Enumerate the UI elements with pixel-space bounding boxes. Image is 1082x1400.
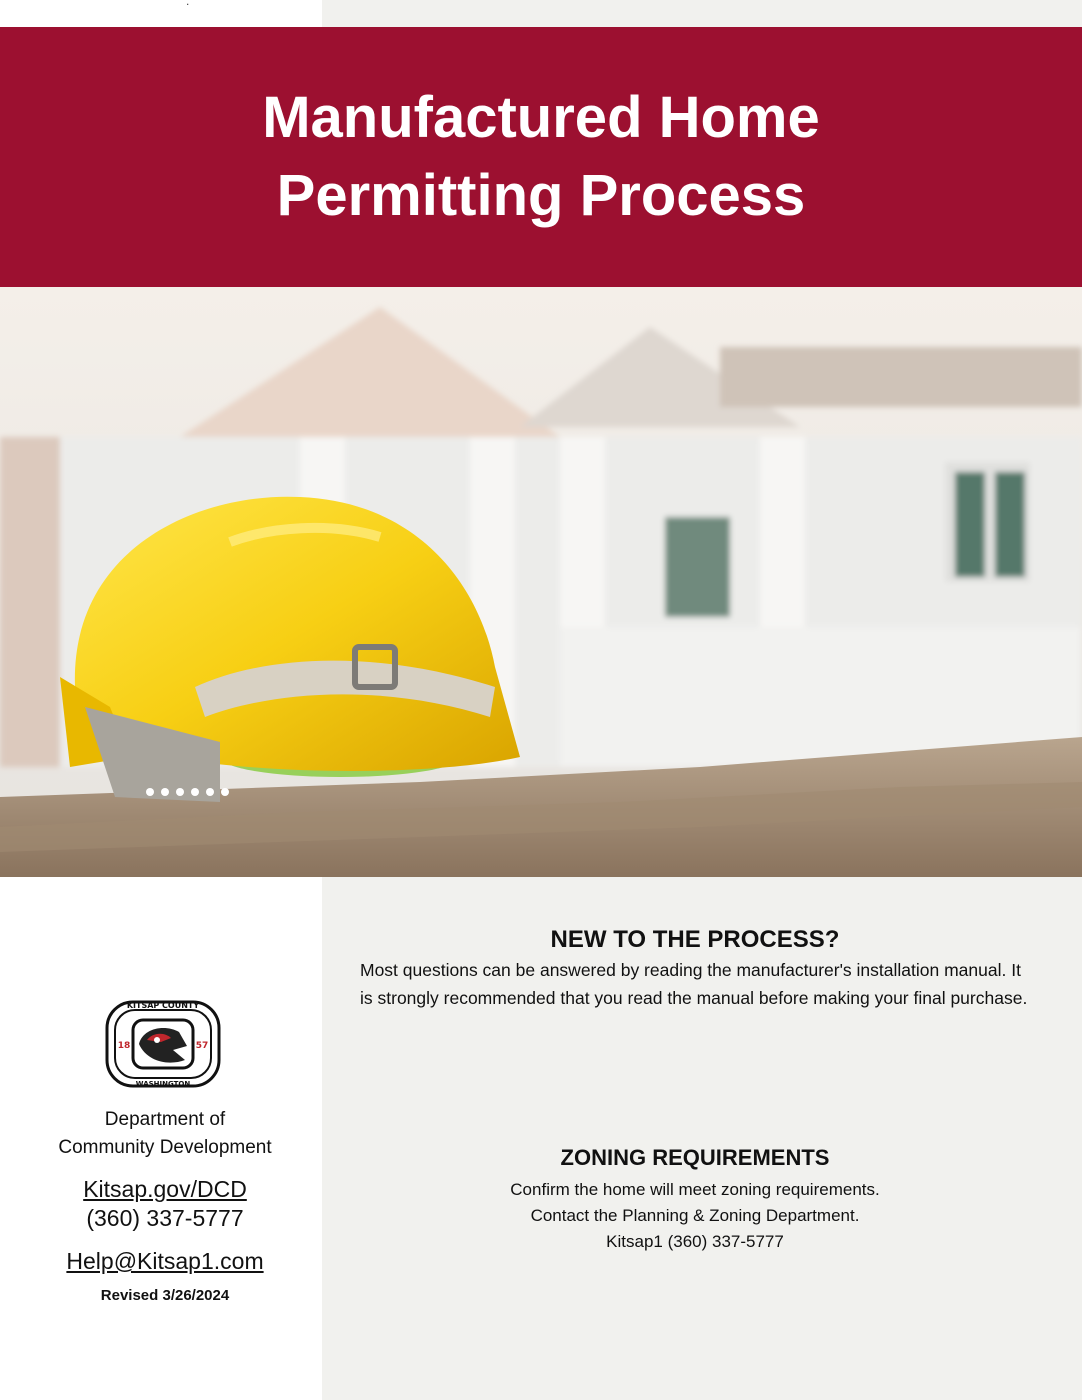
title-line-1: Manufactured Home	[262, 85, 820, 150]
zoning-heading: ZONING REQUIREMENTS	[560, 1145, 830, 1170]
department-line-2: Community Development	[58, 1137, 272, 1158]
email-link[interactable]: Help@Kitsap1.com	[66, 1248, 264, 1274]
website-link[interactable]: Kitsap.gov/DCD	[83, 1176, 247, 1202]
seal-right-number: 57	[195, 1041, 209, 1051]
new-to-process-section	[360, 926, 1030, 1012]
top-mark: .	[186, 0, 190, 8]
seal-top-text: KITSAP COUNTY	[126, 1001, 200, 1010]
new-to-process-body: Most questions can be answered by reading the manufacturer's installation manual. It is strongly recommended that you read the manual before making your final purchase.	[360, 960, 1028, 1008]
zoning-line-3: Kitsap1 (360) 337-5777	[606, 1232, 784, 1251]
zoning-line-1: Confirm the home will meet zoning requirements.	[510, 1180, 880, 1199]
revised-date: Revised 3/26/2024	[100, 1287, 230, 1304]
phone-number: (360) 337-5777	[86, 1205, 244, 1231]
zoning-section	[400, 1145, 990, 1255]
contact-block	[0, 1106, 330, 1304]
seal-bottom-text: WASHINGTON	[135, 1080, 191, 1088]
title-line-2: Permitting Process	[276, 163, 806, 228]
new-to-process-heading: NEW TO THE PROCESS?	[550, 926, 840, 953]
title-banner	[0, 27, 1082, 287]
seal-left-number: 18	[117, 1041, 131, 1051]
department-line-1: Department of	[104, 1109, 226, 1130]
zoning-line-2: Contact the Planning & Zoning Department.	[530, 1206, 860, 1225]
hero-photo	[0, 287, 1082, 877]
kitsap-county-seal	[103, 996, 223, 1092]
